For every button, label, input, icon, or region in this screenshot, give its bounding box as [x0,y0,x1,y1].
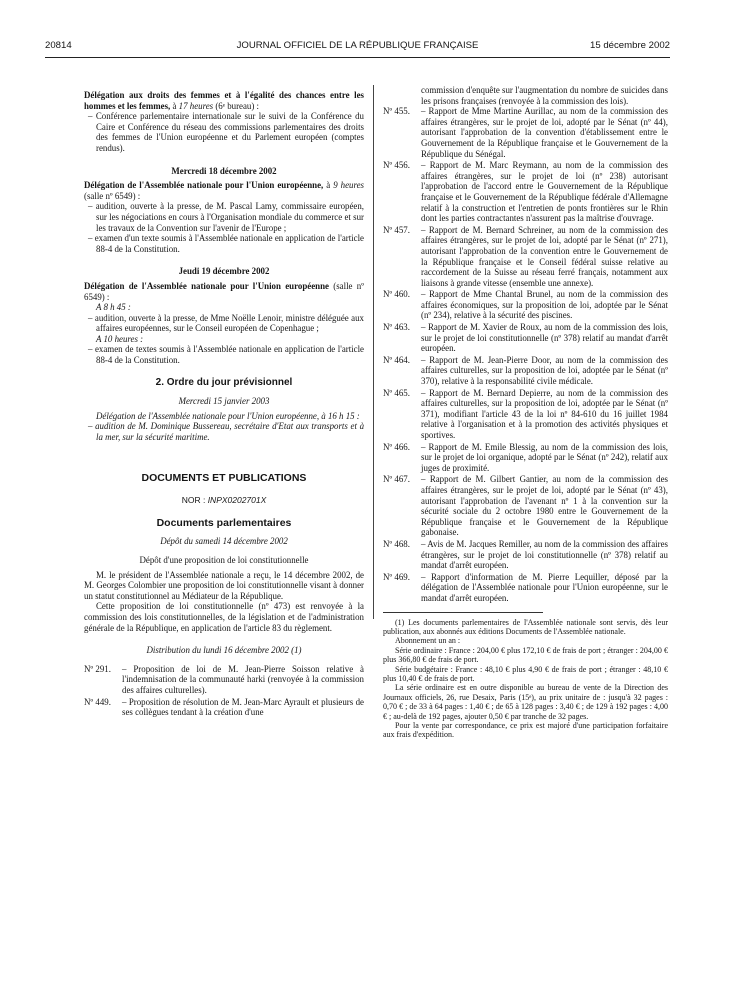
deleg-ue-title: Délégation de l'Assemblée nationale pour l'Union européenne, à 9 heures (salle nº 6549) : [84,180,364,201]
right-column [383,85,668,740]
document-entry: Nº 468. – Avis de M. Jacques Remiller, au nom de la commission des affaires étrangères, sur le projet de loi constitutionnelle (nº 378) relatif au mandat d'arrêt européen. [383,538,668,571]
document-entry: Nº 469. – Rapport d'information de M. Pierre Lequiller, déposé par la délégation de l'Assemblée nationale pour l'Union européenne, sur le mandat d'arrêt européen. [383,571,668,603]
agenda-item: – audition, ouverte à la presse, de Mme Noëlle Lenoir, ministre déléguée aux affaires européennes, sur le Conseil européen de Copenhague ; [88,312,364,334]
footnote-text: (1) Les documents parlementaires de l'Assemblée nationale sont servis, dès leur publication, aux abonnés aux éditions Documents de l'Assemblée nationale. [383,617,668,636]
document-entry: Nº 455. – Rapport de Mme Martine Aurillac, au nom de la commission des affaires étrangères, sur le projet de loi, adopté par le Sénat (nº 44), autorisant l'approbation de la convention d'établissement entre le Gouvernement de la République française et le Gouvernement de la République du Sénégal. [383,106,668,159]
time-slot: A 8 h 45 : [96,302,131,313]
agenda-item: – audition de M. Dominique Bussereau, secrétaire d'Etat aux transports et à la mer, sur la sécurité maritime. [88,421,365,443]
footnote [383,618,668,740]
agenda-item: – examen de textes soumis à l'Assemblée nationale en application de l'article 88-4 de la Constitution. [88,344,364,366]
document-entry: Nº 460. – Rapport de Mme Chantal Brunel, au nom de la commission des affaires économiques, sur la proposition de loi, adoptée par le Sénat (nº 234), relative à la sécurité des piscines. [383,289,668,321]
footnote-text: Pour la vente par correspondance, ce prix est majoré d'une participation forfaitaire aux frais d'expédition. [383,720,668,740]
document-entry: Nº 291. – Proposition de loi de M. Jean-Pierre Soisson relative à l'indemnisation de la communauté harki (renvoyée à la commission des affaires culturelles). [84,663,364,695]
document-entry: Nº 463. – Rapport de M. Xavier de Roux, au nom de la commission des lois, sur le projet de loi constitutionnelle (nº 378) relatif au mandat d'arrêt européen. [383,322,668,354]
footnote-text: Abonnement un an : [395,636,461,646]
journal-title: JOURNAL OFFICIEL DE LA RÉPUBLIQUE FRANÇAISE [236,40,479,51]
depot-title: Dépôt d'une proposition de loi constitutionnelle [139,555,309,565]
section-deleg: Délégation de l'Assemblée nationale pour l'Union européenne, à 16 h 15 : [96,410,360,421]
issue-date: 15 décembre 2002 [589,40,670,51]
left-column [84,90,364,719]
time-slot: A 10 heures : [96,333,144,344]
page-number: 20814 [45,40,72,51]
document-entry: Nº 457. – Rapport de M. Bernard Schreiner, au nom de la commission des affaires étrangères, sur le projet de loi, adopté par le Sénat (nº 271), autorisant l'approbation de la convention entre le Gouvernement de la République française et le Conseil fédéral suisse relative au raccordement de la Suisse au réseau ferré français, notamment aux liaisons à grande vitesse (ensemble une annexe). [383,224,668,288]
document-entry: Nº 464. – Rapport de M. Jean-Pierre Door, au nom de la commission des affaires culturelles, sur la proposition de loi, adoptée par le Sénat (nº 370), relative à la responsabilité civile médicale. [383,354,668,387]
section-date: Mercredi 15 janvier 2003 [178,396,270,407]
header-rule [45,57,670,58]
day-heading: Jeudi 19 décembre 2002 [178,266,270,277]
nor-reference: NOR : INPX0202701X [181,495,267,506]
deleg-ue-title: Délégation de l'Assemblée nationale pour l'Union européenne (salle nº 6549) : [84,280,364,302]
document-entry: Nº 449. – Proposition de résolution de M. Jean-Marc Ayrault et plusieurs de ses collègues tendant à la création d'une [84,696,364,718]
documents-title: DOCUMENTS ET PUBLICATIONS [141,471,307,484]
footnote-rule [383,612,543,613]
agenda-item: – audition, ouverte à la presse, de M. Pascal Lamy, commissaire européen, sur les négociations en cours à l'Organisation mondiale du commerce et sur les travaux de la Convention sur l'avenir de l'Europe ; [88,201,365,233]
depot-date: Dépôt du samedi 14 décembre 2002 [160,536,288,547]
distribution-title: Distribution du lundi 16 décembre 2002 (1) [146,645,302,656]
deleg-femmes-item: – Conférence parlementaire internationale sur le suivi de la Conférence du Caire et Conférence du réseau des commissions parlementaires des droits des femmes de l'Union européenne et du Parlement européen (comptes rendus). [88,111,364,153]
document-entry: Nº 456. – Rapport de M. Marc Reymann, au nom de la commission des affaires étrangères, sur le projet de loi (nº 238) autorisant l'approbation de l'accord entre le Gouvernement de la République française et le Gouvernement de la République fédérale d'Allemagne relatif à la construction et l'entretien de ponts frontières sur le Rhin dont les parties contractantes n'assurent pas la maîtrise d'ouvrage. [383,160,668,224]
agenda-item: – examen d'un texte soumis à l'Assemblée nationale en application de l'article 88-4 de la Constitution. [88,233,364,254]
footnote-text: Série budgétaire : France : 48,10 € plus 4,90 € de frais de port ; étranger : 48,10 € plus 10,40 € de frais de port. [383,664,668,683]
document-entry: Nº 466. – Rapport de M. Emile Blessig, au nom de la commission des lois, sur le projet de loi organique, adopté par le Sénat (nº 242), relatif aux juges de proximité. [383,441,668,473]
document-entry: Nº 467. – Rapport de M. Gilbert Gantier, au nom de la commission des affaires étrangères, sur le projet de loi, adopté par le Sénat (nº 43), autorisant l'approbation de l'avenant nº 1 à la convention sur la sécurité sociale du 2 octobre 1980 entre le Gouvernement de la République française et le Gouvernement de la République gabonaise. [383,474,668,538]
column-divider [373,85,374,619]
day-heading: Mercredi 18 décembre 2002 [171,165,277,176]
depot-paragraph: Cette proposition de loi constitutionnelle (nº 473) est renvoyée à la commission des lois constitutionnelles, de la législation et de l'administration générale de la République, en application de l'article 83 du règlement. [84,601,364,633]
entry-continuation: commission d'enquête sur l'augmentation du nombre de suicides dans les prisons françaises (renvoyée à la commission des lois). [421,85,668,106]
docs-parl-title: Documents parlementaires [156,516,292,529]
section-title: 2. Ordre du jour prévisionnel [155,376,293,388]
depot-paragraph: M. le président de l'Assemblée nationale a reçu, le 14 décembre 2002, de M. Georges Colombier une proposition de loi constitutionnelle visant à donner un statut constitutionnel au Médiateur de la République. [84,569,364,601]
footnote-text: Série ordinaire : France : 204,00 € plus 172,10 € de frais de port ; étranger : 204,00 € plus 366,80 € de frais de port. [383,645,668,665]
footnote-text: La série ordinaire est en outre disponible au bureau de vente de la Direction des Journaux officiels, 26, rue Desaix, Paris (15ᵉ), au prix unitaire de : jusqu'à 32 pages : 0,70 € ; de 33 à 64 pages : 1,40 € ; de 65 à 128 pages : 3,40 € ; de 129 à 192 pages : 4,00 € ; au-delà de 192 pages, ajouter 0,50 € par tranche de 32 pages. [383,683,668,721]
page-header [45,40,670,54]
deleg-femmes-title: Délégation aux droits des femmes et à l'égalité des chances entre les hommes et les femmes, à 17 heures (6ᵉ bureau) : [84,90,364,111]
document-entry: Nº 465. – Rapport de M. Bernard Depierre, au nom de la commission des affaires culturelles, sur la proposition de loi, adoptée par le Sénat (nº 371), modifiant l'article 43 de la loi nº 84-610 du 16 juillet 1984 relative à l'organisation et à la promotion des activités physiques et sportives. [383,387,668,440]
